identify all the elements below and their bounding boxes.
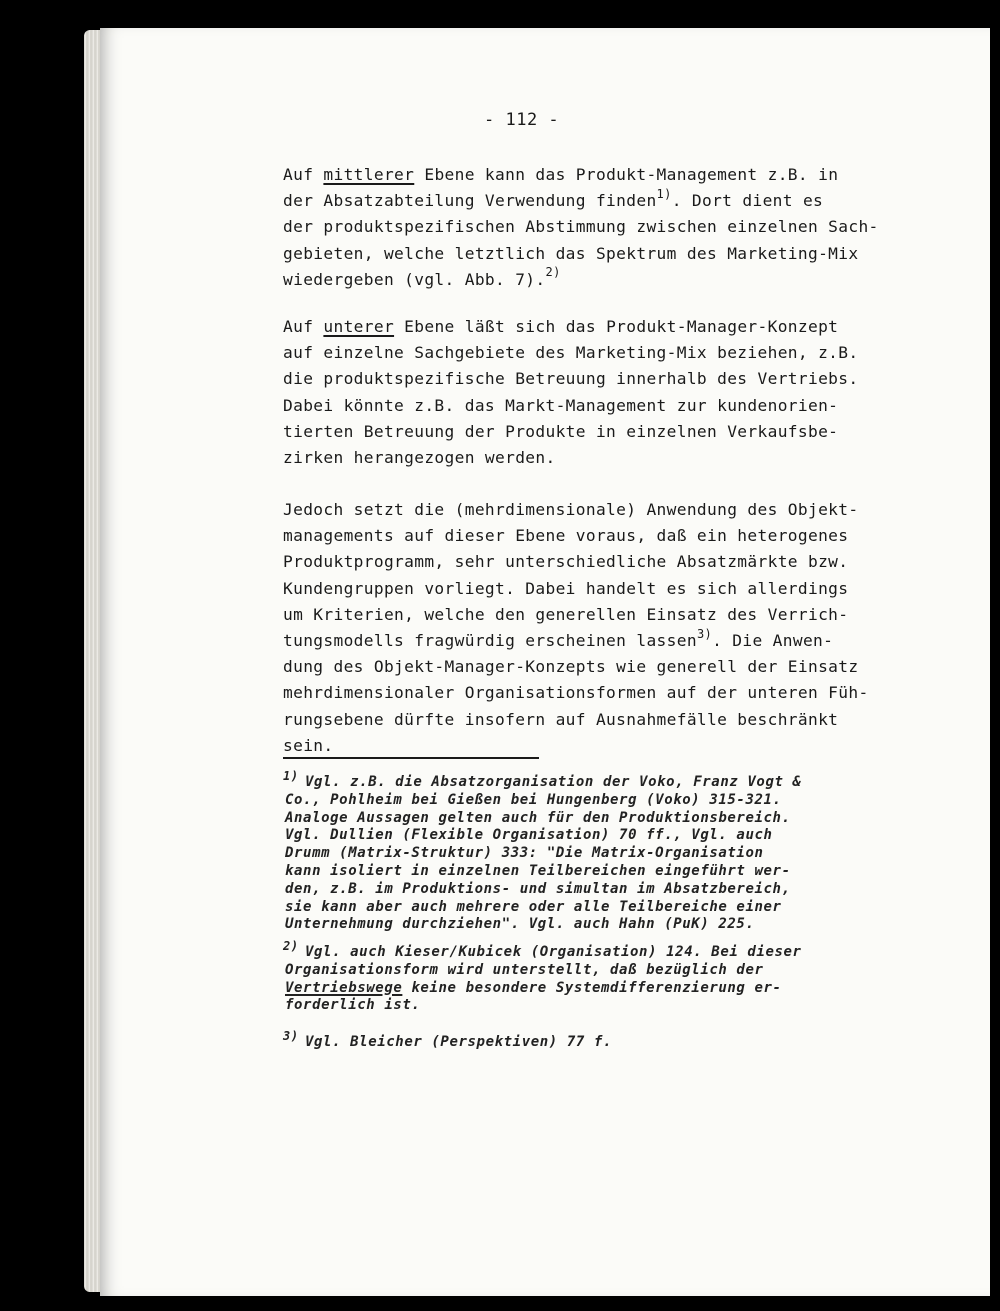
footnote-1-text: Vgl. z.B. die Absatzorganisation der Voko, Franz Vogt & Co., Pohlheim bei Gießen bei Hungenberg (Voko) 315-321. Analoge Aussagen gelten auch für den Produktionsbereich. Vgl. Dullien (Flexible Organisation) 70 ff., Vgl. auch Drumm (Matrix-Struktur) 333: "Die Matrix-Organisation kann isoliert in einzelnen Teilbereichen eingeführt wer- den, z.B. im Produktions- und simultan im Absatzbereich, sie kann aber auch mehrere oder alle Teilbereiche einer Unternehmung durchziehen". Vgl. auch Hahn (PuK) 225. xyxy=(285,774,802,933)
paragraph-3-text-b: . Die Anwen- dung des Objekt-Manager-Konzepts wie generell der Einsatz mehrdimensionaler Organisationsformen auf der unteren Füh- rungsebene dürfte insofern auf Ausnahmefälle beschränkt sein. xyxy=(283,631,869,755)
paragraph-3 xyxy=(283,497,883,759)
page-number: - 112 - xyxy=(484,110,560,130)
footnote-3-mark: 3) xyxy=(283,1029,299,1043)
footnote-2-text-a: Vgl. auch Kieser/Kubicek (Organisation) 124. Bei dieser Organisationsform wird unterstellt, daß bezüglich der xyxy=(285,944,802,978)
footnote-separator xyxy=(283,757,539,759)
footnote-3-text: Vgl. Bleicher (Perspektiven) 77 f. xyxy=(305,1034,612,1050)
paragraph-1-text-b: . Dort dient es der produktspezifischen Abstimmung zwischen einzelnen Sach- gebieten, welche letztlich das Spektrum des Marketing-Mix wiedergeben (vgl. Abb. 7). xyxy=(283,191,879,289)
paragraph-2-lead: Auf xyxy=(283,317,324,336)
footnote-2 xyxy=(283,939,895,1015)
footnote-2-mark: 2) xyxy=(283,939,299,953)
page-content xyxy=(100,28,990,1296)
paragraph-3-text-a: Jedoch setzt die (mehrdimensionale) Anwendung des Objekt- managements auf dieser Ebene voraus, daß ein heterogenes Produktprogramm, sehr unterschiedliche Absatzmärkte bzw. Kundengruppen vorliegt. Dabei handelt es sich allerdings um Kriterien, welche den generellen Einsatz des Verrich- tungsmodells fragwürdig erscheinen lassen xyxy=(283,500,859,651)
footnote-ref-2[interactable]: 2) xyxy=(545,265,561,280)
paragraph-1-text-a: Ebene kann das Produkt-Management z.B. in der Absatzabteilung Verwendung finden xyxy=(283,165,839,211)
paragraph-1-lead: Auf xyxy=(283,165,324,184)
paragraph-1-emphasis: mittlerer xyxy=(323,165,415,184)
paragraph-2-emphasis: unterer xyxy=(323,317,395,336)
footnote-3 xyxy=(283,1029,895,1052)
paragraph-2-text: Ebene läßt sich das Produkt-Manager-Konzept auf einzelne Sachgebiete des Marketing-Mix beziehen, z.B. die produktspezifische Betreuung innerhalb des Vertriebs. Dabei könnte z.B. das Markt-Management zur kundenorien- tierten Betreuung der Produkte in einzelnen Verkaufsbe- zirken herangezogen werden. xyxy=(283,317,859,468)
footnote-2-text-b: keine besondere Systemdifferenzierung er- forderlich ist. xyxy=(285,979,782,1014)
footnote-1 xyxy=(283,769,895,934)
footnote-2-underlined: Vertriebswege xyxy=(285,979,403,996)
footnote-1-mark: 1) xyxy=(283,769,299,783)
paragraph-1 xyxy=(283,162,883,293)
paragraph-2 xyxy=(283,314,883,471)
page-sheet xyxy=(100,28,990,1296)
footnote-ref-1[interactable]: 1) xyxy=(656,186,672,201)
footnote-ref-3[interactable]: 3) xyxy=(696,626,713,641)
